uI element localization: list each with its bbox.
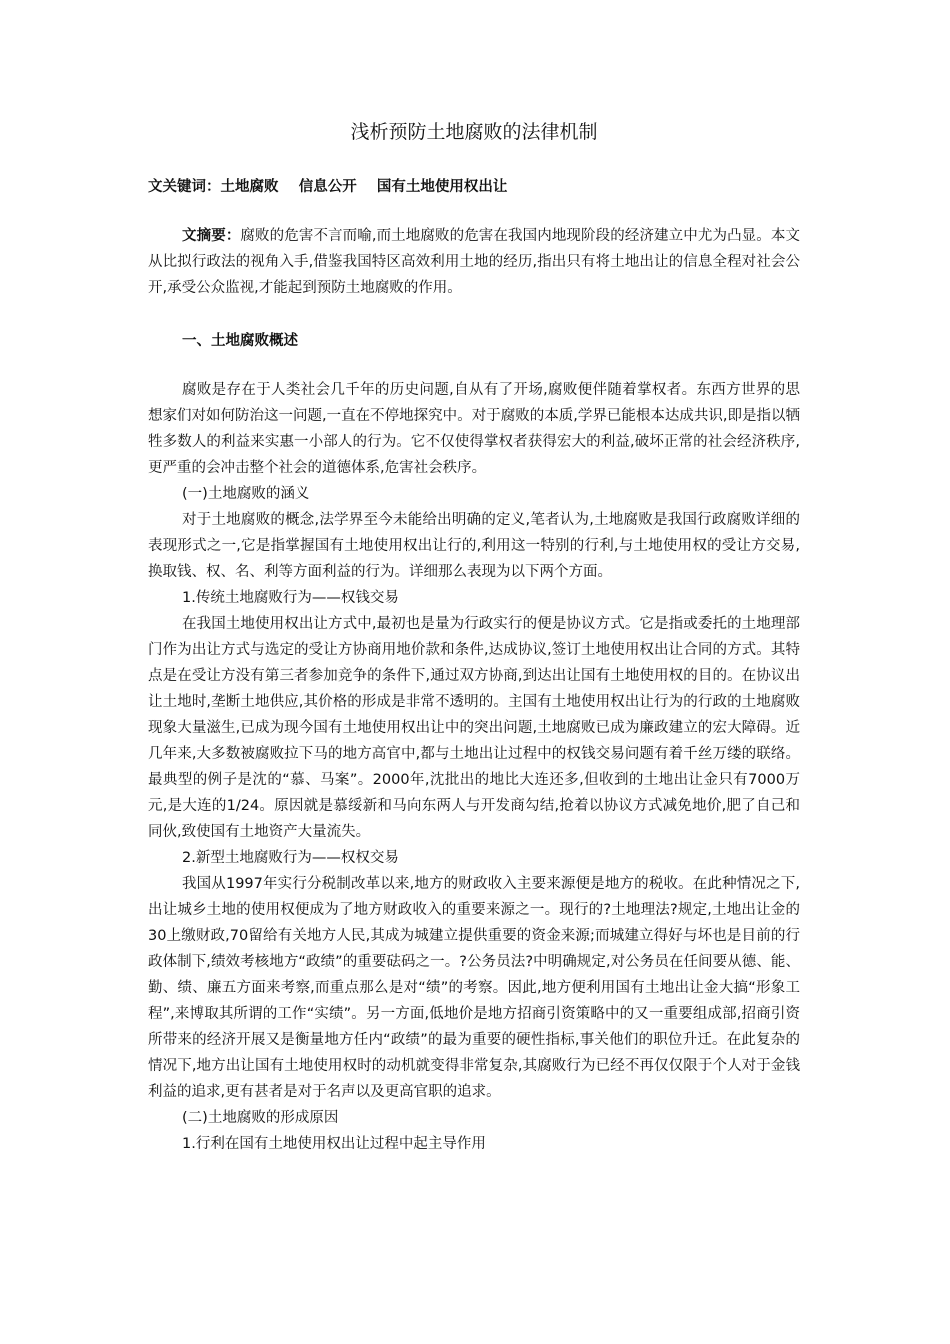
abstract-paragraph bbox=[148, 223, 800, 301]
document-page bbox=[148, 118, 800, 1157]
subheading-2-1: 1.行利在国有土地使用权出让过程中起主导作用 bbox=[182, 1136, 486, 1152]
subheading-2: (二)土地腐败的形成原因 bbox=[182, 1110, 339, 1126]
keywords-line: 文关键词：土地腐败 信息公开 国有土地使用权出让 bbox=[148, 179, 508, 195]
subheading-1-2: 2.新型土地腐败行为——权权交易 bbox=[182, 850, 399, 866]
abstract-text: 腐败的危害不言而喻,而土地腐败的危害在我国内地现阶段的经济建立中尤为凸显。本文从比拟行政法的视角入手,借鉴我国特区高效利用土地的经历,指出只有将土地出让的信息全程对社会公开,承受公众监视,才能起到预防土地腐败的作用。 bbox=[148, 228, 800, 296]
subheading-1: (一)土地腐败的涵义 bbox=[182, 486, 310, 502]
section-heading-1: 一、土地腐败概述 bbox=[182, 333, 298, 349]
paragraph-3: 在我国土地使用权出让方式中,最初也是量为行政实行的便是协议方式。它是指或委托的土地理部门作为出让方式与选定的受让方协商用地价款和条件,达成协议,签订土地使用权出让合同的方式。其特点是在受让方没有第三者参加竞争的条件下,通过双方协商,到达出让国有土地使用权的目的。在协议出让土地时,垄断土地供应,其价格的形成是非常不透明的。主国有土地使用权出让行为的行政的土地腐败现象大量滋生,已成为现今国有土地使用权出让中的突出问题,土地腐败已成为廉政建立的宏大障碍。近几年来,大多数被腐败拉下马的地方高官中,都与土地出让过程中的权钱交易问题有着千丝万缕的联络。最典型的例子是沈的“慕、马案”。2000年,沈批出的地比大连还多,但收到的土地出让金只有7000万元,是大连的1/24。原因就是慕绥新和马向东两人与开发商勾结,抢着以协议方式减免地价,肥了自己和同伙,致使国有土地资产大量流失。 bbox=[148, 616, 800, 840]
paragraph-1: 腐败是存在于人类社会几千年的历史问题,自从有了开场,腐败便伴随着掌权者。东西方世界的思想家们对如何防治这一问题,一直在不停地探究中。对于腐败的本质,学界已能根本达成共识,即是指以牺牲多数人的利益来实惠一小部人的行为。它不仅使得掌权者获得宏大的利益,破坏正常的社会经济秩序,更严重的会冲击整个社会的道德体系,危害社会秩序。 bbox=[148, 382, 800, 476]
paragraph-2: 对于土地腐败的概念,法学界至今未能给出明确的定义,笔者认为,土地腐败是我国行政腐败详细的表现形式之一,它是指掌握国有土地使用权出让行的,利用这一特别的行利,与土地使用权的受让方交易,换取钱、权、名、利等方面利益的行为。详细那么表现为以下两个方面。 bbox=[148, 512, 800, 580]
subheading-1-1: 1.传统土地腐败行为——权钱交易 bbox=[182, 590, 399, 606]
abstract-label: 文摘要： bbox=[182, 228, 241, 244]
document-title: 浅析预防土地腐败的法律机制 bbox=[350, 121, 598, 143]
paragraph-4: 我国从1997年实行分税制改革以来,地方的财政收入主要来源便是地方的税收。在此种情况之下,出让城乡土地的使用权便成为了地方财政收入的重要来源之一。现行的?土地理法?规定,土地出让金的30上缴财政,70留给有关地方人民,其成为城建立提供重要的资金来源;而城建立得好与坏也是目前的行政体制下,绩效考核地方“政绩”的重要砝码之一。?公务员法?中明确规定,对公务员在任间要从德、能、勤、绩、廉五方面来考察,而重点那么是对“绩”的考察。因此,地方便利用国有土地出让金大搞“形象工程”,来博取其所谓的工作“实绩”。另一方面,低地价是地方招商引资策略中的又一重要组成部,招商引资所带来的经济开展又是衡量地方任内“政绩”的最为重要的硬性指标,事关他们的职位升迁。在此复杂的情况下,地方出让国有土地使用权时的动机就变得非常复杂,其腐败行为已经不再仅仅限于个人对于金钱利益的追求,更有甚者是对于名声以及更高官职的追求。 bbox=[148, 876, 800, 1100]
